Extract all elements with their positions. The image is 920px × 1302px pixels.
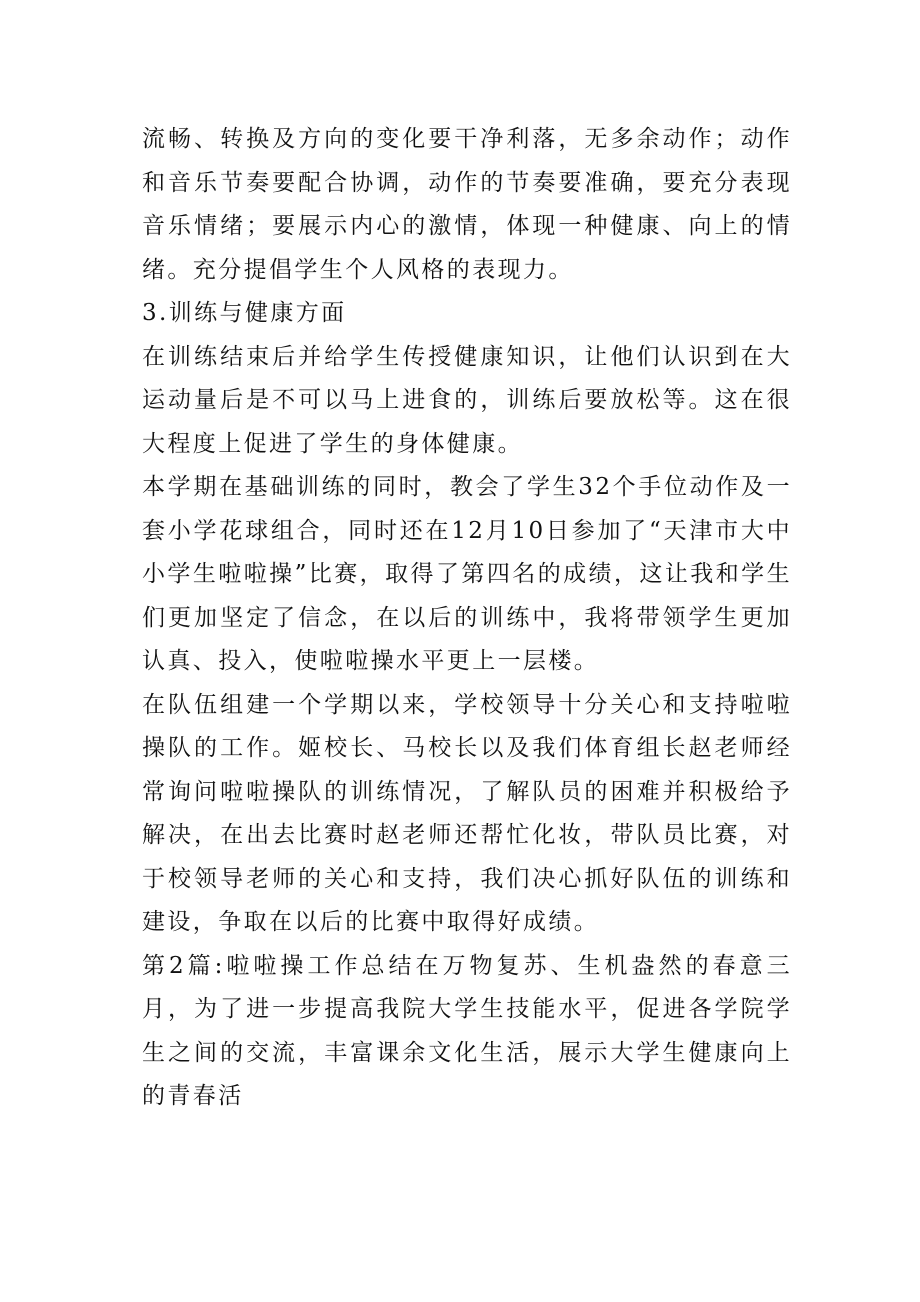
paragraph-leadership-support: 在队伍组建一个学期以来，学校领导十分关心和支持啦啦操队的工作。姬校长、马校长以及我们体育组长赵老师经常询问啦啦操队的训练情况，了解队员的困难并积极给予解决，在出去比赛时赵老师还帮忙化妆，带队员比赛，对于校领导老师的关心和支持，我们决心抓好队伍的训练和建设，争取在以后的比赛中取得好成绩。 <box>142 691 792 935</box>
paragraph-health-knowledge: 在训练结束后并给学生传授健康知识，让他们认识到在大运动量后是不可以马上进食的，训练后要放松等。这在很大程度上促进了学生的身体健康。 <box>142 343 792 457</box>
section-heading-training-health: 3.训练与健康方面 <box>142 300 347 326</box>
paragraph-second-article: 第2篇:啦啦操工作总结在万物复苏、生机盎然的春意三月，为了进一步提高我院大学生技能水平，促进各学院学生之间的交流，丰富课余文化生活，展示大学生健康向上的青春活 <box>142 952 792 1109</box>
paragraph-continuation: 流畅、转换及方向的变化要干净利落，无多余动作；动作和音乐节奏要配合协调，动作的节奏要准确，要充分表现音乐情绪；要展示内心的激情，体现一种健康、向上的情绪。充分提倡学生个人风格的表现力。 <box>142 126 792 283</box>
document-body <box>142 118 792 1119</box>
paragraph-semester-achievements: 本学期在基础训练的同时，教会了学生32个手位动作及一套小学花球组合，同时还在12月10日参加了“天津市大中小学生啦啦操”比赛，取得了第四名的成绩，这让我和学生们更加坚定了信念，在以后的训练中，我将带领学生更加认真、投入，使啦啦操水平更上一层楼。 <box>142 474 792 674</box>
